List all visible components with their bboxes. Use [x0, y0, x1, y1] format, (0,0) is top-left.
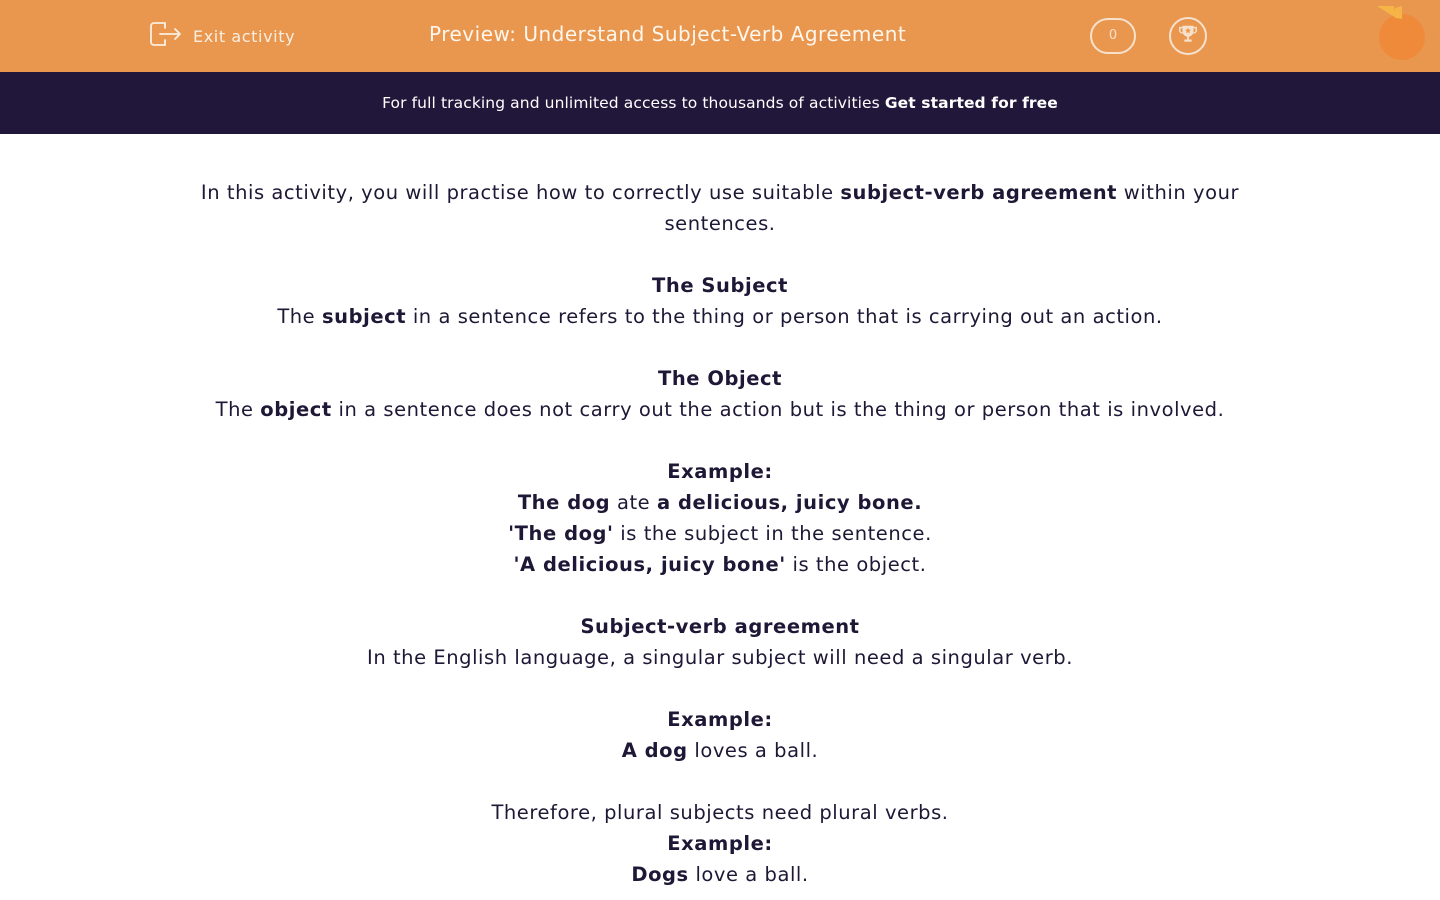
agreement-heading: [180, 611, 1260, 642]
intro-keyword: subject-verb agreement: [840, 181, 1118, 204]
subject-quote: 'The dog': [508, 522, 614, 545]
exit-activity-button[interactable]: [149, 20, 295, 52]
get-started-link[interactable]: Get started for free: [884, 94, 1058, 112]
verb: ate: [610, 491, 657, 514]
text: The: [277, 305, 322, 328]
trophy-icon: [1177, 23, 1199, 49]
object-quote: 'A delicious, juicy bone': [513, 553, 786, 576]
subject-keyword: subject: [321, 305, 407, 328]
subject-heading-text: The Subject: [652, 274, 788, 297]
exit-icon: [149, 19, 183, 53]
object-heading-text: The Object: [657, 367, 783, 390]
text: love a ball.: [688, 863, 809, 886]
intro-paragraph: [180, 177, 1260, 239]
orange-logo-icon: [1374, 4, 1430, 60]
example2-heading: [180, 704, 1260, 735]
text: The: [215, 398, 261, 421]
heading-text: Example:: [667, 832, 773, 855]
agreement-text: In the English language, a singular subject will need a singular verb.: [367, 646, 1073, 669]
subject-heading: [180, 270, 1260, 301]
top-bar: [0, 0, 1440, 72]
example2-sentence: [180, 735, 1260, 766]
object-heading: [180, 363, 1260, 394]
text: is the subject in the sentence.: [613, 522, 932, 545]
heading-text: Example:: [667, 708, 773, 731]
activity-intro: [180, 177, 1260, 890]
example1-heading: [180, 456, 1260, 487]
intro-text-end: within your sentences.: [664, 181, 1240, 235]
text: loves a ball.: [687, 739, 819, 762]
subject-phrase: A dog: [621, 739, 688, 762]
banner-text: For full tracking and unlimited access to thousands of activities: [382, 94, 880, 112]
trophy-button[interactable]: [1169, 17, 1207, 55]
intro-text: In this activity, you will practise how to correctly use suitable: [200, 181, 841, 204]
example1-sentence: [180, 487, 1260, 518]
text: in a sentence does not carry out the action but is the thing or person that is involved.: [331, 398, 1225, 421]
heading-text: Subject-verb agreement: [580, 615, 860, 638]
example1-object-note: [180, 549, 1260, 580]
object-definition: [180, 394, 1260, 425]
score-badge: 0: [1090, 18, 1136, 54]
example3-heading: [180, 828, 1260, 859]
upgrade-banner: [0, 72, 1440, 134]
heading-text: Example:: [667, 460, 773, 483]
example3-sentence: [180, 859, 1260, 890]
plural-text: Therefore, plural subjects need plural verbs.: [491, 801, 949, 824]
text: in a sentence refers to the thing or person that is carrying out an action.: [406, 305, 1163, 328]
object-phrase: a delicious, juicy bone.: [656, 491, 923, 514]
object-keyword: object: [260, 398, 332, 421]
exit-activity-label: Exit activity: [193, 26, 296, 46]
subject-definition: [180, 301, 1260, 332]
subject-phrase: Dogs: [631, 863, 689, 886]
page-title: Preview: Understand Subject-Verb Agreement: [429, 22, 907, 46]
subject-phrase: The dog: [517, 491, 611, 514]
example1-subject-note: [180, 518, 1260, 549]
text: is the object.: [785, 553, 927, 576]
